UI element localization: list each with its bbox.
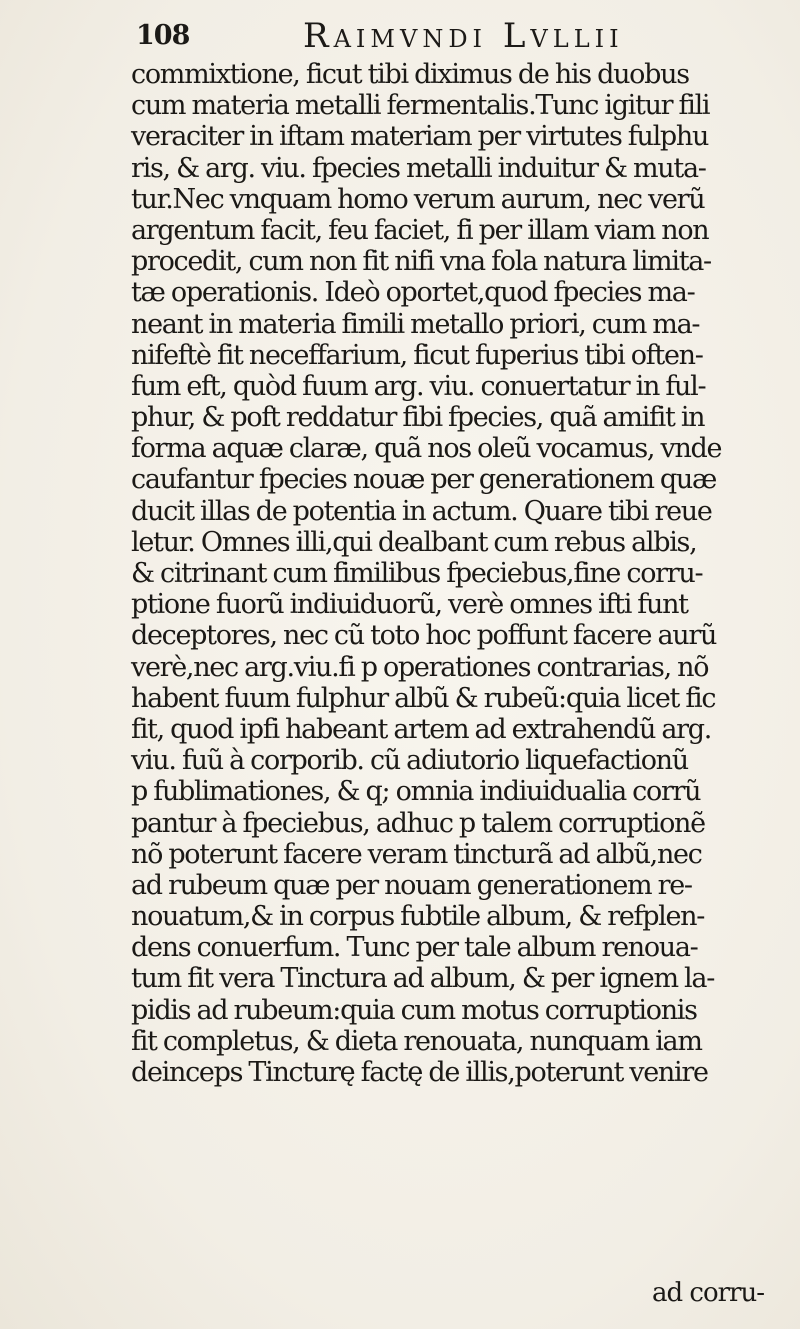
text-line: viu. fuũ à corporib. cũ adiutorio liquefactionũ [131, 745, 688, 777]
text-line: deceptores, nec cũ toto hoc poffunt facere aurũ [131, 620, 717, 652]
text-line: argentum facit, feu faciet, fi per illam viam non [131, 214, 709, 246]
text-line: nouatum,& in corpus fubtile album, & refplen- [131, 901, 705, 933]
text-line: ducit illas de potentia in actum. Quare tibi reue [131, 495, 712, 527]
running-title: Raimvndi Lvllii [303, 16, 624, 56]
text-line: neant in materia fimili metallo priori, cum ma- [131, 308, 700, 340]
text-line: nifeftè fit neceffarium, ficut fuperius tibi often- [131, 339, 703, 371]
text-line: forma aquæ claræ, quã nos oleũ vocamus, vnde [131, 433, 722, 465]
text-line: ptione fuorũ indiuiduorũ, verè omnes ifti funt [131, 589, 688, 621]
text-line: tum fit vera Tinctura ad album, & per ignem la- [131, 963, 715, 995]
text-line: habent fuum fulphur albũ & rubeũ:quia licet fic [131, 682, 716, 714]
text-line: fum eft, quòd fuum arg. viu. conuertatur in ful- [131, 370, 706, 402]
text-line: verè,nec arg.viu.fi p operationes contrarias, nõ [131, 651, 709, 683]
text-line: nõ poterunt facere veram tincturã ad albũ,nec [131, 838, 702, 870]
text-line: pidis ad rubeum:quia cum motus corruptionis [131, 994, 697, 1026]
text-line: phur, & poft reddatur fibi fpecies, quã amifit in [131, 402, 705, 434]
body-text [131, 59, 791, 1088]
text-line: tæ operationis. Ideò oportet,quod fpecies ma- [131, 277, 695, 309]
text-line: dens conuerfum. Tunc per tale album renoua- [131, 932, 698, 964]
text-line: p fublimationes, & q; omnia indiuidualia corrũ [131, 776, 701, 808]
text-line: ris, & arg. viu. fpecies metalli induitur & muta- [131, 152, 706, 184]
text-line: fit, quod ipfi habeant artem ad extrahendũ arg. [131, 713, 712, 745]
text-line: fit completus, & dieta renouata, nunquam iam [131, 1025, 702, 1057]
text-line: veraciter in iftam materiam per virtutes fulphu [131, 121, 709, 153]
text-line: tur.Nec vnquam homo verum aurum, nec verũ [131, 183, 705, 215]
text-line: commixtione, ficut tibi diximus de his duobus [131, 59, 689, 90]
page-header [136, 16, 776, 60]
text-line: cum materia metalli fermentalis.Tunc igitur fili [131, 90, 710, 122]
text-line: caufantur fpecies nouæ per generationem quæ [131, 464, 717, 496]
catchword: ad corru- [652, 1278, 765, 1308]
text-line: deinceps Tincturę factę de illis,poterunt venire [131, 1057, 708, 1088]
text-line: & citrinant cum fimilibus fpeciebus,fine corru- [131, 558, 703, 589]
page-number: 108 [136, 20, 190, 51]
text-line: ad rubeum quæ per nouam generationem re- [131, 869, 692, 901]
text-line: procedit, cum non fit nifi vna fola natura limita- [131, 246, 711, 278]
text-line: pantur à fpeciebus, adhuc p talem corruptionẽ [131, 807, 705, 839]
text-line: letur. Omnes illi,qui dealbant cum rebus albis, [131, 526, 697, 558]
